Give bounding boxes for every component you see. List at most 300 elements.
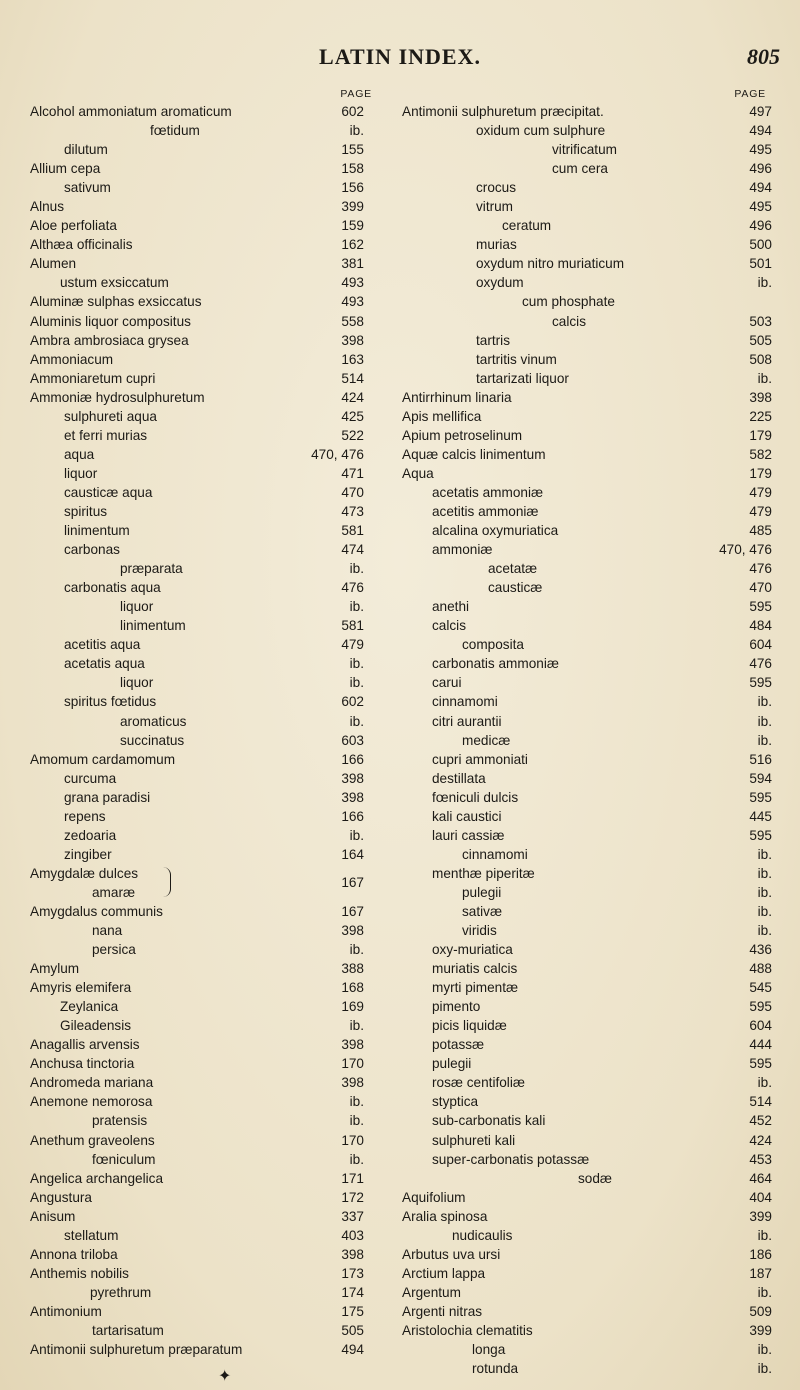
entry-page: 476 <box>749 656 772 672</box>
entry-term: linimentum <box>64 523 130 539</box>
index-entry <box>402 597 772 616</box>
entry-page: 398 <box>341 770 364 786</box>
index-entry <box>30 445 378 464</box>
index-entry <box>402 750 772 769</box>
index-entry <box>402 769 772 788</box>
entry-page: 398 <box>341 1075 364 1091</box>
index-entry <box>402 578 772 597</box>
entry-term: sativæ <box>462 903 503 919</box>
entry-page: 398 <box>341 1246 364 1262</box>
entry-term: fœniculi dulcis <box>432 789 519 805</box>
entry-page: 403 <box>341 1227 364 1243</box>
entry-term: cinnamomi <box>432 694 498 710</box>
entry-term: acetitis aqua <box>64 637 141 653</box>
entry-term: Apis mellifica <box>402 408 482 424</box>
index-entry <box>30 140 378 159</box>
index-entry <box>402 159 772 178</box>
entry-page: 476 <box>749 561 772 577</box>
index-entry <box>30 1150 378 1169</box>
entry-term: Ammoniacum <box>30 351 114 367</box>
index-entry <box>402 883 772 902</box>
entry-term: causticæ <box>488 580 543 596</box>
entry-page: ib. <box>349 1113 364 1129</box>
index-entry <box>30 102 378 121</box>
entry-term: aqua <box>64 446 95 462</box>
index-entry <box>30 978 378 997</box>
entry-page: 501 <box>749 256 772 272</box>
index-entry <box>402 635 772 654</box>
entry-page: 164 <box>341 846 364 862</box>
entry-term: super-carbonatis potassæ <box>432 1151 590 1167</box>
entry-term: persica <box>92 942 136 958</box>
entry-term: rosæ centifoliæ <box>432 1075 525 1091</box>
entry-page: 179 <box>749 465 772 481</box>
entry-page: 479 <box>341 637 364 653</box>
index-entry <box>30 1302 378 1321</box>
index-entry <box>402 845 772 864</box>
index-entry <box>402 1111 772 1130</box>
index-entry <box>30 997 378 1016</box>
page-title: LATIN INDEX. <box>319 44 481 69</box>
index-entry <box>30 369 378 388</box>
entry-term: Antimonium <box>30 1303 102 1319</box>
entry-term: Anthemis nobilis <box>30 1265 129 1281</box>
entry-term: tartarizati liquor <box>476 370 569 386</box>
index-entry <box>30 254 378 273</box>
entry-page: 516 <box>749 751 772 767</box>
entry-page: 505 <box>341 1323 364 1338</box>
entry-term: Amyris elemifera <box>30 980 132 996</box>
entry-page: 398 <box>341 332 364 348</box>
entry-term: dilutum <box>64 142 108 158</box>
index-entry <box>402 1359 772 1378</box>
entry-term: curcuma <box>64 770 117 786</box>
index-entry <box>402 921 772 940</box>
entry-page: 494 <box>749 180 772 196</box>
entry-page: 436 <box>749 942 772 958</box>
index-entry <box>402 1150 772 1169</box>
index-entry <box>30 216 378 235</box>
index-entry <box>402 1245 772 1264</box>
index-entry <box>402 388 772 407</box>
entry-term: Amygdalus communis <box>30 903 163 919</box>
entry-term: præparata <box>120 561 183 577</box>
entry-page: 595 <box>749 789 772 805</box>
entry-term: acetatis ammoniæ <box>432 484 544 500</box>
entry-page: ib. <box>757 884 772 900</box>
entry-page: 545 <box>749 980 772 996</box>
page-number: 805 <box>747 44 780 69</box>
entry-page: 514 <box>749 1094 772 1110</box>
index-entry <box>402 1302 772 1321</box>
entry-term: tartarisatum <box>92 1323 164 1338</box>
index-entry <box>402 350 772 369</box>
entry-page: 172 <box>341 1189 364 1205</box>
entry-page: 479 <box>749 503 772 519</box>
entry-page: 522 <box>341 427 364 443</box>
index-entry <box>402 1207 772 1226</box>
index-entry <box>30 1207 378 1226</box>
index-entry <box>402 254 772 273</box>
entry-page: 476 <box>341 580 364 596</box>
index-entry <box>30 616 378 635</box>
index-entry <box>30 292 378 311</box>
entry-term: medicæ <box>462 732 511 748</box>
index-entry <box>30 1073 378 1092</box>
entry-page: 399 <box>341 199 364 215</box>
entry-term: Aluminis liquor compositus <box>30 313 191 329</box>
entry-term: stellatum <box>64 1227 119 1243</box>
entry-page: 505 <box>749 332 772 348</box>
entry-term: Apium petroselinum <box>402 427 523 443</box>
index-entry <box>402 445 772 464</box>
index-entry <box>30 826 378 845</box>
entry-page: 497 <box>749 104 772 119</box>
index-entry <box>402 1188 772 1207</box>
index-entry <box>402 312 772 331</box>
entry-page: 425 <box>341 408 364 424</box>
index-entry <box>402 464 772 483</box>
index-entry <box>30 769 378 788</box>
entry-term: Argentum <box>402 1284 461 1300</box>
index-entry <box>402 483 772 502</box>
index-entry <box>402 426 772 445</box>
index-entry <box>402 521 772 540</box>
index-entry <box>402 1092 772 1111</box>
index-entry <box>30 1321 378 1340</box>
entry-term: et ferri murias <box>64 427 148 443</box>
entry-term: Annona triloba <box>30 1246 118 1262</box>
entry-page: 470, 476 <box>719 542 772 558</box>
entry-page: 479 <box>749 484 772 500</box>
entry-page: 424 <box>341 389 364 405</box>
entry-term: carbonas <box>64 542 120 558</box>
entry-term: rotunda <box>472 1361 519 1377</box>
brace-group <box>30 864 378 902</box>
entry-page: ib. <box>757 1075 772 1091</box>
index-entry <box>30 1245 378 1264</box>
index-entry <box>402 407 772 426</box>
index-entry <box>402 1169 772 1188</box>
entry-page: ib. <box>757 1284 772 1300</box>
entry-term: Allium cepa <box>30 161 101 177</box>
entry-page: ib. <box>349 1094 364 1110</box>
index-entry <box>402 102 772 121</box>
index-entry <box>402 1340 772 1359</box>
entry-term: Aloe perfoliata <box>30 218 117 234</box>
index-entry <box>402 1321 772 1340</box>
entry-term: sodæ <box>578 1170 613 1186</box>
index-entry <box>402 540 772 559</box>
entry-term: carbonatis ammoniæ <box>432 656 559 672</box>
entry-term: potassæ <box>432 1037 485 1053</box>
entry-page: 471 <box>341 465 364 481</box>
index-entry <box>402 502 772 521</box>
entry-term: liquor <box>120 675 154 691</box>
entry-page: 470, 476 <box>311 446 364 462</box>
entry-page: 173 <box>341 1265 364 1281</box>
entry-term: menthæ piperitæ <box>432 865 535 881</box>
entry-term: liquor <box>64 465 98 481</box>
entry-page: ib. <box>757 275 772 291</box>
index-entry <box>402 178 772 197</box>
entry-term: sulphureti aqua <box>64 408 157 424</box>
index-entry <box>402 673 772 692</box>
entry-term: Arctium lappa <box>402 1265 486 1281</box>
entry-page: 453 <box>749 1151 772 1167</box>
entry-term: nana <box>92 923 123 939</box>
index-entry <box>402 197 772 216</box>
entry-term: spiritus <box>64 503 108 519</box>
entry-term: acetatis aqua <box>64 656 145 672</box>
index-entry <box>30 273 378 292</box>
entry-page: 494 <box>341 1342 364 1358</box>
entry-page: 166 <box>341 751 364 767</box>
entry-term: Aqua <box>402 465 434 481</box>
entry-term: viridis <box>462 923 497 939</box>
index-entry <box>402 369 772 388</box>
entry-page: 398 <box>341 789 364 805</box>
index-entry <box>30 1054 378 1073</box>
entry-term: liquor <box>120 599 154 615</box>
entry-term: carui <box>432 675 462 691</box>
entry-page: 595 <box>749 599 772 615</box>
index-entry <box>30 521 378 540</box>
index-entry <box>30 1188 378 1207</box>
entry-page: 508 <box>749 351 772 367</box>
entry-page: ib. <box>349 599 364 615</box>
entry-page: 445 <box>749 808 772 824</box>
entry-page: 171 <box>341 1170 364 1186</box>
entry-page: 495 <box>749 142 772 158</box>
entry-page: 473 <box>341 503 364 519</box>
entry-term: destillata <box>432 770 486 786</box>
index-entry <box>30 597 378 616</box>
entry-term: Alnus <box>30 199 65 215</box>
entry-page: ib. <box>349 675 364 691</box>
entry-term: Andromeda mariana <box>30 1075 154 1091</box>
entry-term: sub-carbonatis kali <box>432 1113 546 1129</box>
entry-page: 493 <box>341 294 364 310</box>
entry-term: calcis <box>432 618 466 634</box>
entry-page: 424 <box>749 1132 772 1148</box>
index-entry <box>402 1054 772 1073</box>
entry-term: lauri cassiæ <box>432 827 505 843</box>
index-entry <box>402 1035 772 1054</box>
index-entry <box>402 788 772 807</box>
entry-page: 594 <box>749 770 772 786</box>
entry-term: pimento <box>432 999 481 1015</box>
entry-term: sativum <box>64 180 111 196</box>
entry-term: cinnamomi <box>462 846 528 862</box>
index-entry <box>402 807 772 826</box>
index-entry <box>402 216 772 235</box>
index-entry <box>30 540 378 559</box>
entry-page: 158 <box>341 161 364 177</box>
entry-page: 155 <box>341 142 364 158</box>
index-entry <box>402 1073 772 1092</box>
index-entry <box>30 750 378 769</box>
entry-page: 170 <box>341 1056 364 1072</box>
entry-term: Anchusa tinctoria <box>30 1056 135 1072</box>
index-entry <box>30 464 378 483</box>
entry-term: ustum exsiccatum <box>60 275 169 291</box>
entry-term: Gileadensis <box>60 1018 132 1034</box>
entry-term: Amylum <box>30 961 80 977</box>
entry-term: cum cera <box>552 161 608 177</box>
entry-page: ib. <box>757 732 772 748</box>
entry-page: ib. <box>757 865 772 881</box>
entry-term: Antimonii sulphuretum præcipitat. <box>402 104 604 119</box>
entry-term: anethi <box>432 599 470 615</box>
entry-page: 595 <box>749 827 772 843</box>
entry-term: alcalina oxymuriatica <box>432 523 559 539</box>
entry-page: 470 <box>749 580 772 596</box>
entry-page: 581 <box>341 523 364 539</box>
entry-page: ib. <box>349 1151 364 1167</box>
entry-term: pratensis <box>92 1113 148 1129</box>
entry-term: Angelica archangelica <box>30 1170 164 1186</box>
entry-term: cupri ammoniati <box>432 751 528 767</box>
entry-page: ib. <box>757 1342 772 1358</box>
index-entry <box>402 331 772 350</box>
index-entry <box>402 1226 772 1245</box>
index-entry <box>30 712 378 731</box>
entry-page: 399 <box>749 1323 772 1338</box>
entry-page: 503 <box>749 313 772 329</box>
index-entry <box>30 331 378 350</box>
entry-term: citri aurantii <box>432 713 502 729</box>
entry-term: pyrethrum <box>90 1284 152 1300</box>
index-entry <box>30 1169 378 1188</box>
entry-term: composita <box>462 637 524 653</box>
entry-page: 225 <box>749 408 772 424</box>
index-entry <box>30 121 378 140</box>
entry-page: 496 <box>749 218 772 234</box>
index-entry <box>402 235 772 254</box>
entry-term: spiritus fœtidus <box>64 694 157 710</box>
entry-page: 167 <box>341 874 364 890</box>
entry-page: ib. <box>757 1227 772 1243</box>
entry-term: linimentum <box>120 618 186 634</box>
index-entry <box>402 978 772 997</box>
page-header <box>0 44 800 80</box>
entry-page: ib. <box>757 846 772 862</box>
index-entry <box>30 312 378 331</box>
index-entry <box>402 559 772 578</box>
index-entry <box>402 731 772 750</box>
entry-page: 582 <box>749 446 772 462</box>
index-entry <box>402 940 772 959</box>
index-entry <box>402 1264 772 1283</box>
entry-term: Argenti nitras <box>402 1303 483 1319</box>
index-entry <box>30 483 378 502</box>
page-column-header: PAGE <box>340 88 372 100</box>
page-column-header: PAGE <box>734 88 766 100</box>
entry-term: styptica <box>432 1094 479 1110</box>
entry-term: Angustura <box>30 1189 92 1205</box>
entry-page: 470 <box>341 484 364 500</box>
entry-page: 485 <box>749 523 772 539</box>
entry-page: 509 <box>749 1303 772 1319</box>
entry-page: 167 <box>341 903 364 919</box>
entry-term: Aquæ calcis linimentum <box>402 446 546 462</box>
entry-page: 170 <box>341 1132 364 1148</box>
entry-term: Alcohol ammoniatum aromaticum <box>30 104 232 119</box>
index-entry <box>402 902 772 921</box>
index-entry <box>30 1092 378 1111</box>
entry-page: 404 <box>749 1189 772 1205</box>
index-entry <box>402 864 772 883</box>
entry-term: myrti pimentæ <box>432 980 519 996</box>
entry-term: Antirrhinum linaria <box>402 389 512 405</box>
entry-page: 175 <box>341 1303 364 1319</box>
entry-page: 493 <box>341 275 364 291</box>
index-entry <box>30 197 378 216</box>
entry-term: pulegii <box>462 884 502 900</box>
index-entry <box>30 788 378 807</box>
entry-page: ib. <box>349 561 364 577</box>
index-entry <box>30 845 378 864</box>
entry-term: amaræ <box>92 884 136 900</box>
index-entry <box>30 1340 378 1359</box>
entry-term: fœtidum <box>150 123 200 139</box>
index-entry <box>30 1283 378 1302</box>
entry-page: 484 <box>749 618 772 634</box>
index-entry <box>30 159 378 178</box>
entry-term: vitrum <box>476 199 514 215</box>
entry-term: Aluminæ sulphas exsiccatus <box>30 294 202 310</box>
index-entry <box>30 883 378 902</box>
index-column-right <box>402 88 772 1378</box>
entry-term: acetatæ <box>488 561 538 577</box>
entry-page: 558 <box>341 313 364 329</box>
index-entry <box>30 426 378 445</box>
entry-page: 399 <box>749 1208 772 1224</box>
index-entry <box>402 616 772 635</box>
entry-term: Anemone nemorosa <box>30 1094 153 1110</box>
entry-term: kali caustici <box>432 808 502 824</box>
entry-term: zedoaria <box>64 827 117 843</box>
entry-term: oxy-muriatica <box>432 942 513 958</box>
entry-term: Zeylanica <box>60 999 119 1015</box>
entry-page: 169 <box>341 999 364 1015</box>
index-entry <box>30 1226 378 1245</box>
entry-term: pulegii <box>432 1056 472 1072</box>
entry-term: Aquifolium <box>402 1189 466 1205</box>
entry-page: 500 <box>749 237 772 253</box>
entry-term: Anethum graveolens <box>30 1132 155 1148</box>
index-entry <box>402 712 772 731</box>
entry-term: repens <box>64 808 106 824</box>
entry-term: Aralia spinosa <box>402 1208 488 1224</box>
index-entry <box>30 940 378 959</box>
entry-term: ceratum <box>502 218 552 234</box>
entry-page: ib. <box>349 827 364 843</box>
entry-page: 495 <box>749 199 772 215</box>
index-entry <box>402 692 772 711</box>
index-entry <box>402 121 772 140</box>
index-entry <box>30 559 378 578</box>
entry-term: Anisum <box>30 1208 76 1224</box>
entry-page: 602 <box>341 694 364 710</box>
entry-page: ib. <box>757 1361 772 1377</box>
index-entry <box>30 673 378 692</box>
index-entry <box>30 902 378 921</box>
entry-term: oxydum nitro muriaticum <box>476 256 625 272</box>
index-column-left <box>30 88 378 1359</box>
entry-page: 168 <box>341 980 364 996</box>
